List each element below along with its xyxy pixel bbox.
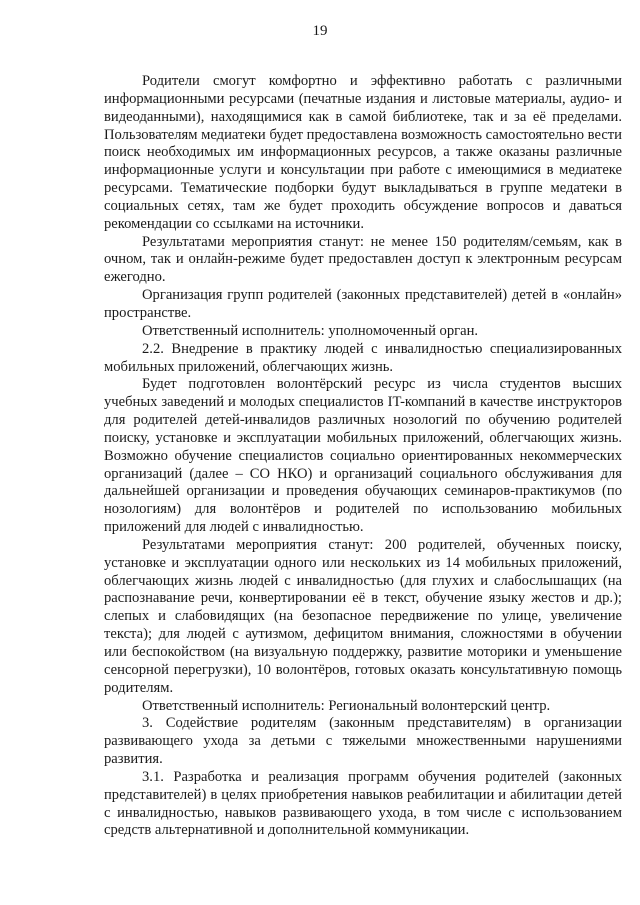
page-number: 19: [312, 23, 328, 39]
paragraph-responsible-authority: Ответственный исполнитель: уполномоченный орган.: [142, 322, 479, 339]
paragraph-section-2-2: 2.2. Внедрение в практику людей с инвалидностью специализированных мобильных приложений, облегчающих жизнь.: [104, 340, 622, 375]
paragraph-volunteer-resource: Будет подготовлен волонтёрский ресурс из числа студентов высших учебных заведений и молодых специалистов IT-компаний в качестве инструкторов для родителей детей-инвалидов различных нозологий по обучению родителей поиску, установке и эксплуатации мобильных приложений, облегчающих жизнь. Возможно обучение специалистов социально ориентированных некоммерческих организаций (далее – СО НКО) и организаций социального обслуживания для дальнейшей организации и проведения обучающих семинаров-практикумов (по нозологиям) для волонтёров и родителей по использованию мобильных приложений для людей с инвалидностью.: [104, 376, 622, 536]
paragraph-section-3: 3. Содействие родителям (законным представителям) в организации развивающего ухода за детьми с тяжелыми множественными нарушениями развития.: [104, 715, 622, 768]
paragraph-responsible-volunteer-center: Ответственный исполнитель: Региональный волонтерский центр.: [142, 697, 551, 714]
paragraph-section-3-1: 3.1. Разработка и реализация программ обучения родителей (законных представителей) в целях приобретения навыков реабилитации и абилитации детей с инвалидностью, навыков развивающего ухода, в том числе с использованием средств альтернативной и дополнительной коммуникации.: [104, 768, 622, 839]
document-body: [104, 73, 622, 840]
paragraph-results-150-parents: Результатами мероприятия станут: не менее 150 родителям/семьям, как в очном, так и онлайн-режиме будет предоставлен доступ к электронным ресурсам ежегодно.: [104, 233, 622, 286]
paragraph-mediateka-resources: Родители смогут комфортно и эффективно работать с различными информационными ресурсами (печатные издания и листовые материалы, аудио- и видеоданными), находящимися как в самой библиотеке, так и за её пределами. Пользователям медиатеки будет предоставлена возможность самостоятельно вести поиск необходимых им информационных ресурсов, а также оказаны различные информационные услуги и консультации при работе с имеющимися в медиатеке ресурсами. Тематические подборки будут выкладываться в группе медатеки в социальных сетях, там же будет проходить обсуждение вопросов и даваться рекомендации со ссылками на источники.: [104, 73, 622, 232]
paragraph-online-groups: Организация групп родителей (законных представителей) детей в «онлайн» пространстве.: [104, 287, 622, 321]
paragraph-results-200-parents: Результатами мероприятия станут: 200 родителей, обученных поиску, установке и эксплуатации одного или нескольких из 14 мобильных приложений, облегчающих жизнь людей с инвалидностью (для глухих и слабослышащих (на распознавание речи, конвертировании её в текст, обучение языку жестов и др.); слепых и слабовидящих (на безопасное передвижение по улице, увеличение текста); для людей с аутизмом, дефицитом внимания, сложностями в обучении или беспокойством (на визуальную поддержку, развитие моторики и уменьшение сенсорной перегрузки), 10 волонтёров, готовых оказать консультативную помощь родителям.: [104, 536, 622, 696]
